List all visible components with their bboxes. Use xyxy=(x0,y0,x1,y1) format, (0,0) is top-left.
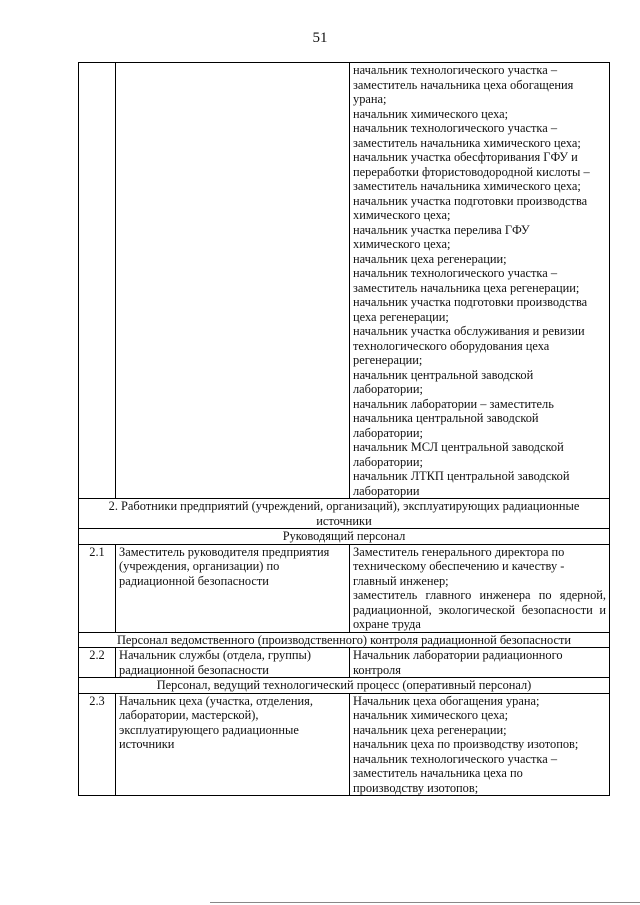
equivalent-position: Заместитель генерального директора по техническому обеспечению и качеству - главный инженер; xyxy=(353,544,565,588)
continuation-line: заместитель начальника химического цеха; xyxy=(353,135,581,150)
equivalent-positions xyxy=(350,544,610,632)
continuation-line: химического цеха; xyxy=(353,237,451,251)
continuation-line: лаборатории; xyxy=(353,454,423,469)
subsection-heading-operational: Персонал, ведущий технологический процесс (оперативный персонал) xyxy=(79,678,610,694)
subsection-heading-management: Руководящий персонал xyxy=(79,529,610,545)
position-title: Начальник службы (отдела, группы) радиационной безопасности xyxy=(116,648,350,678)
continuation-line: начальник участка подготовки производства xyxy=(353,193,588,208)
section-heading: 2. Работники предприятий (учреждений, организаций), эксплуатирующих радиационные источники xyxy=(79,499,610,529)
table-row-continuation xyxy=(79,63,610,499)
continuation-line: начальник участка обслуживания и ревизии xyxy=(353,324,585,338)
equivalent-position: начальник цеха по производству изотопов; xyxy=(353,737,579,751)
subsection-row xyxy=(79,678,610,694)
bottom-edge-rule xyxy=(210,902,640,903)
equivalent-position: заместитель начальника цеха по xyxy=(353,766,523,780)
continuation-line: переработки фтористоводородной кислоты – xyxy=(353,164,590,179)
continuation-line: лаборатории; xyxy=(353,425,423,440)
equivalent-position: Начальник цеха обогащения урана; xyxy=(353,693,540,708)
continuation-line: начальник участка перелива ГФУ xyxy=(353,222,530,237)
subsection-row xyxy=(79,529,610,545)
page-number: 51 xyxy=(312,30,328,46)
continuation-line: начальник технологического участка – xyxy=(353,121,558,135)
continuation-line: начальник участка подготовки производства xyxy=(353,295,588,309)
continuation-line: лаборатории; xyxy=(353,382,423,396)
section-heading-row xyxy=(79,499,610,529)
equivalent-positions xyxy=(350,648,610,678)
continuation-line: технологического оборудования цеха xyxy=(353,338,550,353)
equivalent-position: начальник цеха регенерации; xyxy=(353,722,507,737)
continuation-line: лаборатории xyxy=(353,483,420,498)
position-title: Заместитель руководителя предприятия (учреждения, организации) по радиационной безопасности xyxy=(116,544,350,632)
equivalent-position: Начальник лаборатории радиационного контроля xyxy=(353,648,563,677)
continuation-line: начальник МСЛ центральной заводской xyxy=(353,440,564,454)
continuation-line: начальник участка обесфторивания ГФУ и xyxy=(353,150,578,164)
continuation-line: начальник технологического участка – xyxy=(353,266,558,280)
subsection-heading-control: Персонал ведомственного (производственного) контроля радиационной безопасности xyxy=(79,632,610,648)
continuation-line: регенерации; xyxy=(353,353,423,367)
subsection-row xyxy=(79,632,610,648)
continuation-line: цеха регенерации; xyxy=(353,309,449,324)
position-title: Начальник цеха (участка, отделения, лаборатории, мастерской), эксплуатирующего радиационные источники xyxy=(116,693,350,796)
continuation-line: начальник центральной заводской xyxy=(353,367,534,382)
table-row xyxy=(79,544,610,632)
continuation-line: начальник цеха регенерации; xyxy=(353,251,507,266)
continuation-line: урана; xyxy=(353,92,387,106)
continuation-line: заместитель начальника цеха обогащения xyxy=(353,77,574,92)
table-row xyxy=(79,648,610,678)
row-number: 2.2 xyxy=(79,648,116,678)
equivalent-position: начальник химического цеха; xyxy=(353,708,509,722)
position-cell-empty xyxy=(116,63,350,499)
continuation-line: начальник лаборатории – заместитель xyxy=(353,396,554,411)
equivalent-position: начальник технологического участка – xyxy=(353,751,558,766)
num-cell-empty xyxy=(79,63,116,499)
row-number: 2.3 xyxy=(79,693,116,796)
continuation-cell xyxy=(350,63,610,499)
continuation-line: химического цеха; xyxy=(353,208,451,222)
continuation-line: начальник ЛТКП центральной заводской xyxy=(353,469,570,483)
continuation-line: заместитель начальника химического цеха; xyxy=(353,179,581,193)
continuation-line: начальник химического цеха; xyxy=(353,106,509,121)
equivalent-positions xyxy=(350,693,610,796)
row-number: 2.1 xyxy=(79,544,116,632)
table-row xyxy=(79,693,610,796)
equivalent-position: заместитель главного инженера по ядерной, радиационной, экологической безопасности и охране труда xyxy=(353,588,606,631)
continuation-line: начальника центральной заводской xyxy=(353,411,539,425)
positions-table xyxy=(78,62,610,796)
continuation-line: заместитель начальника цеха регенерации; xyxy=(353,280,580,295)
equivalent-position: производству изотопов; xyxy=(353,780,479,795)
continuation-line: начальник технологического участка – xyxy=(353,63,558,77)
